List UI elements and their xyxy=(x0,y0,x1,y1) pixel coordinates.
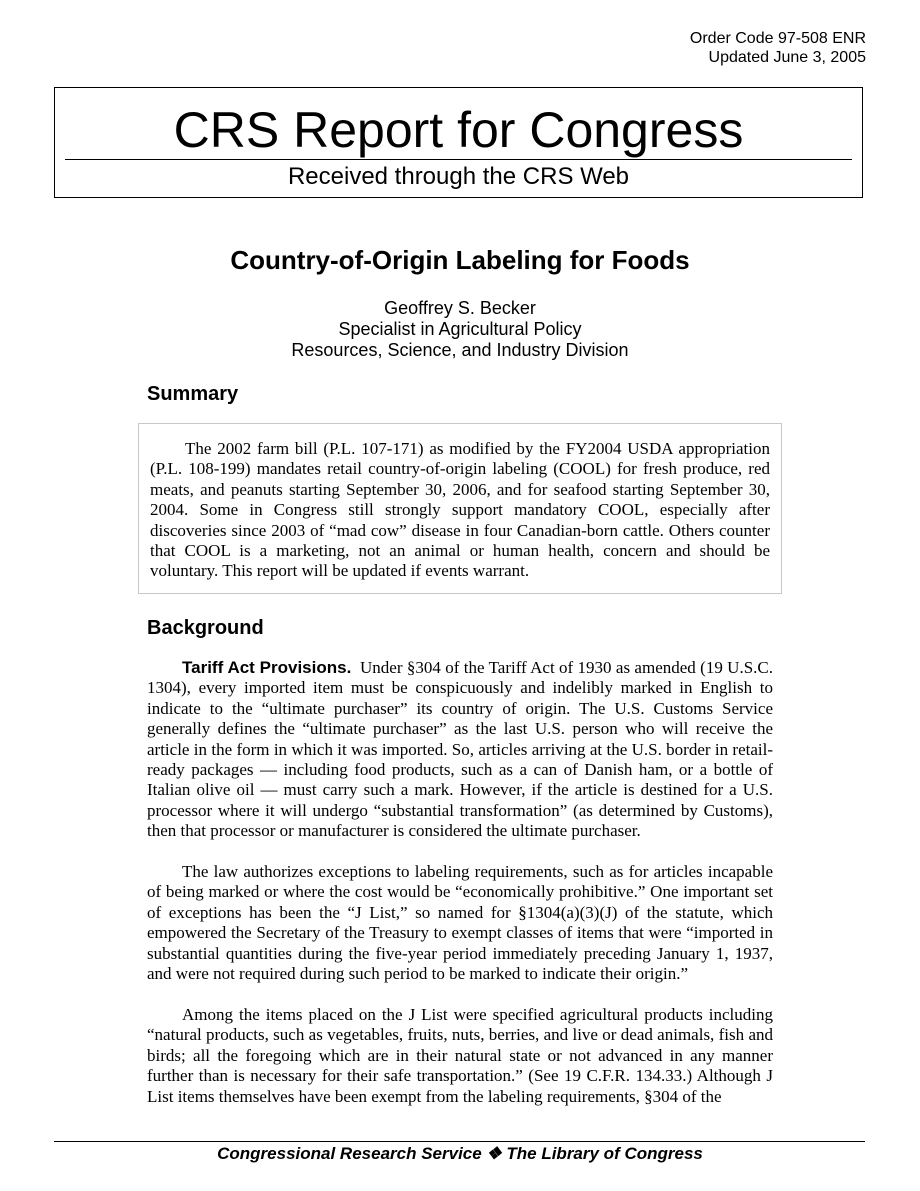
masthead-title: CRS Report for Congress xyxy=(173,102,744,158)
summary-box xyxy=(138,423,782,594)
background-paragraph-2: The law authorizes exceptions to labeling requirements, such as for articles incapable of being marked or where the cost would be “economically prohibitive.” One important set of exceptions has been the “J List,” so named for §1304(a)(3)(J) of the statute, which empowered the Secretary of the Treasury to exempt classes of items that were “imported in substantial quantities during the five-year period immediately preceding January 1, 1937, and were not required during such period to be marked to indicate their origin.” xyxy=(147,862,773,984)
author-title: Specialist in Agricultural Policy xyxy=(338,319,582,339)
author-block xyxy=(0,298,920,361)
background-paragraph-1 xyxy=(147,658,773,842)
updated-date: Updated June 3, 2005 xyxy=(708,49,866,66)
summary-heading: Summary xyxy=(147,383,239,405)
footer: Congressional Research Service ❖ The Library of Congress xyxy=(217,1144,703,1163)
author-division: Resources, Science, and Industry Division xyxy=(291,340,629,360)
paragraph-text: Under §304 of the Tariff Act of 1930 as amended (19 U.S.C. 1304), every imported item must be conspicuously and indelibly marked in English to indicate to the “ultimate purchaser” its country of origin. The U.S. Customs Service generally defines the “ultimate purchaser” as the last U.S. person who will receive the article in the form in which it was imported. So, articles arriving at the U.S. border in retail-ready packages — including food products, such as a can of Danish ham, or a bottle of Italian olive oil — must carry such a mark. However, if the article is destined for a U.S. processor where it will undergo “substantial transformation” (as determined by Customs), then that processor or manufacturer is considered the ultimate purchaser. xyxy=(147,658,773,841)
background-paragraph-3: Among the items placed on the J List were specified agricultural products including “natural products, such as vegetables, fruits, nuts, berries, and live or dead animals, fish and birds; all the foregoing which are in their natural state or not advanced in any manner further than is necessary for their safe transportation.” (See 19 C.F.R. 134.33.) Although J List items themselves have been exempt from the labeling requirements, §304 of the xyxy=(147,1004,773,1106)
masthead xyxy=(54,87,863,198)
run-in-heading: Tariff Act Provisions. xyxy=(182,658,352,677)
summary-text: The 2002 farm bill (P.L. 107-171) as modified by the FY2004 USDA appropriation (P.L. 108-199) mandates retail country-of-origin labeling (COOL) for fresh produce, red meats, and peanuts starting September 30, 2006, and for seafood starting September 30, 2004. Some in Congress still strongly support mandatory COOL, especially after discoveries since 2003 of “mad cow” disease in four Canadian-born cattle. Others counter that COOL is a marketing, not an animal or human health, concern and should be voluntary. This report will be updated if events warrant. xyxy=(150,439,770,581)
order-code: Order Code 97-508 ENR xyxy=(689,30,866,47)
background-heading: Background xyxy=(147,617,264,639)
masthead-subtitle: Received through the CRS Web xyxy=(287,163,630,190)
background-body xyxy=(147,658,773,1127)
masthead-rule xyxy=(65,159,852,160)
order-info xyxy=(690,29,866,67)
report-title: Country-of-Origin Labeling for Foods xyxy=(230,245,690,275)
author-name: Geoffrey S. Becker xyxy=(384,298,536,318)
footer-rule xyxy=(54,1141,865,1142)
